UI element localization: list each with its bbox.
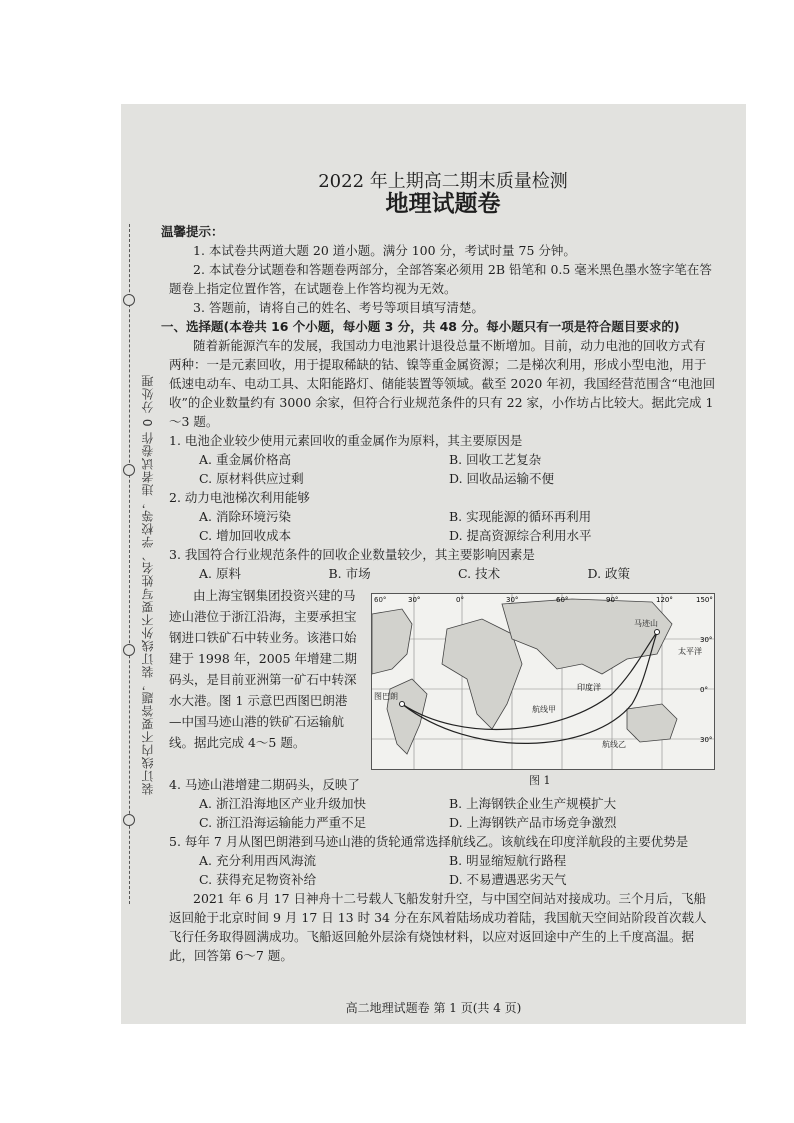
option-a: A. 浙江沿海地区产业升级加快	[199, 796, 366, 811]
lon-label: 150°	[696, 596, 713, 604]
question-4-options	[169, 794, 717, 832]
question-2: 2. 动力电池梯次利用能够	[169, 490, 310, 505]
option-c: C. 浙江沿海运输能力严重不足	[199, 815, 367, 830]
question-2-options	[169, 507, 717, 545]
question-1: 1. 电池企业较少使用元素回收的重金属作为原料，其主要原因是	[169, 433, 523, 448]
passage-shenzhou: 2021 年 6 月 17 日神舟十二号载人飞船发射升空，与中国空间站对接成功。三个月后，飞船返回舱于北京时间 9 月 17 日 13 时 34 分在东风着陆场成功着陆，我国航天空间站阶段首次载人飞行任务取得圆满成功。飞船返回舱外层涂有烧蚀材料，以应对返回途中产生的上千度高温。据此，回答第 6～7 题。	[169, 891, 707, 963]
lon-label: 60°	[556, 596, 569, 604]
section-heading: 一、选择题(本卷共 16 个小题，每小题 3 分，共 48 分。每小题只有一项是符合题目要求的)	[161, 319, 680, 334]
option-d: D. 政策	[587, 566, 631, 581]
landmass	[372, 599, 677, 754]
port-majishan-icon	[655, 630, 660, 635]
exam-content	[161, 166, 717, 965]
option-d: D. 提高资源综合利用水平	[449, 528, 592, 543]
option-c: C. 获得充足物资补给	[199, 872, 317, 887]
option-b: B. 上海钢铁企业生产规模扩大	[449, 796, 617, 811]
exam-subtitle: 地理试题卷	[385, 191, 501, 217]
question-5-options	[169, 851, 717, 889]
route-a-label: 航线甲	[532, 705, 556, 714]
option-b: B. 回收工艺复杂	[449, 452, 542, 467]
lon-label: 60°	[374, 596, 387, 604]
option-a: A. 消除环境污染	[199, 509, 291, 524]
route-b-label: 航线乙	[602, 740, 626, 749]
option-a: A. 原料	[199, 566, 241, 581]
tip-item: 1. 本试卷共两道大题 20 道小题。满分 100 分，考试时量 75 分钟。	[193, 243, 576, 258]
question-1-options	[169, 450, 717, 488]
passage-battery: 随着新能源汽车的发展，我国动力电池累计退役总量不断增加。目前，动力电池的回收方式有两种：一是元素回收，用于提取稀缺的钴、镍等重金属资源；二是梯次利用，形成小型电池，用于低速电动车、电动工具、太阳能路灯、储能装置等领域。截至 2020 年初，我国经营范围含“电池回收”的企业数量约有 3000 余家，但符合行业规范条件的只有 22 家，小作坊占比较大。据此完成 1～3 题。	[169, 338, 716, 429]
ocean-label: 印度洋	[577, 683, 601, 692]
route-map	[371, 593, 715, 770]
binding-hole-icon	[123, 464, 135, 476]
lon-label: 30°	[408, 596, 421, 604]
option-d: D. 不易遭遇恶劣天气	[449, 872, 567, 887]
question-5: 5. 每年 7 月从图巴朗港到马迹山港的货轮通常选择航线乙。该航线在印度洋航段的主要优势是	[169, 834, 689, 849]
port-tubarao-icon	[400, 702, 405, 707]
option-b: B. 明显缩短航行路程	[449, 853, 567, 868]
option-d: D. 上海钢铁产品市场竞争激烈	[449, 815, 617, 830]
ocean-label: 太平洋	[678, 647, 702, 656]
option-d: D. 回收品运输不便	[449, 471, 555, 486]
option-a: A. 重金属价格高	[199, 452, 291, 467]
binding-dashed-line	[129, 224, 130, 904]
page-footer: 高二地理试题卷 第 1 页(共 4 页)	[345, 1001, 522, 1015]
binding-hole-icon	[123, 644, 135, 656]
question-3-options	[169, 564, 717, 583]
tips-title: 温馨提示：	[161, 224, 224, 239]
option-a: A. 充分利用西风海流	[199, 853, 316, 868]
map-caption: 图 1	[529, 774, 551, 787]
binding-hole-icon	[123, 814, 135, 826]
option-b: B. 市场	[328, 566, 371, 581]
lon-label: 30°	[506, 596, 519, 604]
lon-label: 120°	[656, 596, 673, 604]
lon-label: 90°	[606, 596, 619, 604]
passage-port: 由上海宝钢集团投资兴建的马迹山港位于浙江沿海，主要承担宝钢进口铁矿石中转业务。该港口始建于 1998 年，2005 年增建二期码头，是目前亚洲第一矿石中转深水大港。图 1 示意巴西图巴朗港—中国马迹山港的铁矿石运输航线。据此完成 4～5 题。	[169, 588, 358, 750]
option-c: C. 技术	[458, 566, 501, 581]
option-c: C. 原材料供应过剩	[199, 471, 304, 486]
place-tubarao-label: 图巴朗	[374, 692, 398, 701]
lat-label: 0°	[700, 686, 708, 694]
tip-item: 3. 答题前，请将自己的姓名、考号等项目填写清楚。	[193, 300, 484, 315]
question-3: 3. 我国符合行业规范条件的回收企业数量较少，其主要影响因素是	[169, 547, 535, 562]
tip-item: 2. 本试卷分试题卷和答题卷两部分，全部答案必须用 2B 铅笔和 0.5 毫米黑色墨水签字笔在答题卷上指定位置作答，在试题卷上作答均视为无效。	[169, 262, 712, 296]
binding-notice: 装订线内不要答题，装订线外不要写姓名、学校等，违者试卷作 0 分处理	[141, 374, 155, 796]
option-c: C. 增加回收成本	[199, 528, 292, 543]
place-majishan-label: 马迹山	[634, 619, 658, 628]
lat-label: 30°	[700, 736, 713, 744]
option-b: B. 实现能源的循环再利用	[449, 509, 592, 524]
world-map-figure	[372, 594, 714, 769]
lat-label: 30°	[700, 636, 713, 644]
question-4: 4. 马迹山港增建二期码头，反映了	[169, 777, 360, 792]
binding-hole-icon	[123, 294, 135, 306]
exam-title: 2022 年上期高二期末质量检测	[318, 171, 568, 192]
lon-label: 0°	[456, 596, 464, 604]
exam-sheet	[121, 104, 746, 1024]
